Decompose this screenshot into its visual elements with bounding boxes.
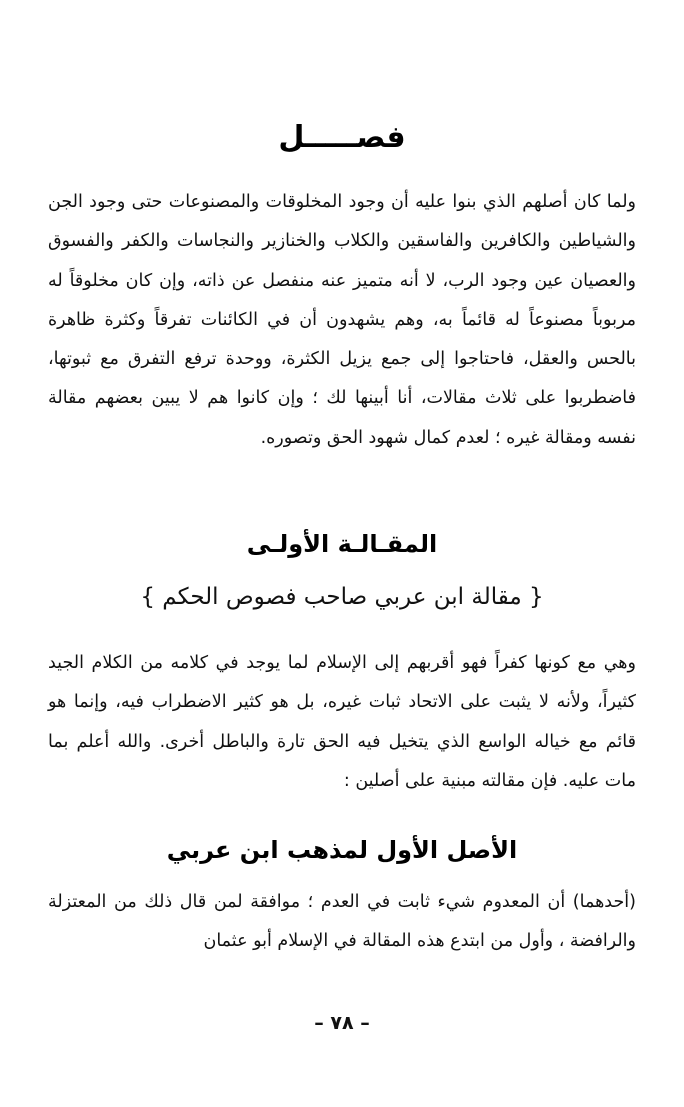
section-heading: فصـــــل	[278, 120, 406, 155]
intro-paragraph: ولما كان أصلهم الذي بنوا عليه أن وجود المخلوقات والمصنوعات حتى وجود الجن والشياطين والكافرين والفاسقين والكلاب والخنازير والنجاسات والكفر والفسوق والعصيان عين وجود الرب، لا أنه متميز عنه منفصل عن ذاته، وإن كان مخلوقاً له مربوباً مصنوعاً له قائماً به، وهم يشهدون أن في الكائنات تفرقاً وكثرة ظاهرة بالحس والعقل، فاحتاجوا إلى جمع يزيل الكثرة، ووحدة ترفع التفرق مع ثبوتها، فاضطربوا على ثلاث مقالات، أنا أبينها لك ؛ وإن كانوا هم لا يبين بعضهم مقالة نفسه ومقالة غيره ؛ لعدم كمال شهود الحق وتصوره.	[48, 192, 636, 448]
ibn-arabi-paragraph: وهي مع كونها كفراً فهو أقربهم إلى الإسلام لما يوجد في كلامه من الكلام الجيد كثيراً، ولأنه لا يثبت على الاتحاد ثبات غيره، بل هو كثير الاضطراب فيه، وإنما هو قائم مع خياله الواسع الذي يتخيل فيه الحق تارة والباطل أخرى. والله أعلم بما مات عليه. فإن مقالته مبنية على أصلين :	[48, 653, 636, 791]
first-principle-paragraph: (أحدهما) أن المعدوم شيء ثابت في العدم ؛ موافقة لمن قال ذلك من المعتزلة والرافضة ، وأول من ابتدع هذه المقالة في الإسلام أبو عثمان	[48, 892, 636, 952]
ibn-arabi-subheading: { مقالة ابن عربي صاحب فصوص الحكم }	[140, 584, 544, 610]
first-view-heading: المقـالـة الأولـى	[246, 530, 438, 558]
first-principle-heading: الأصل الأول لمذهب ابن عربي	[166, 836, 518, 864]
page-number: – ٧٨ –	[314, 1012, 370, 1034]
